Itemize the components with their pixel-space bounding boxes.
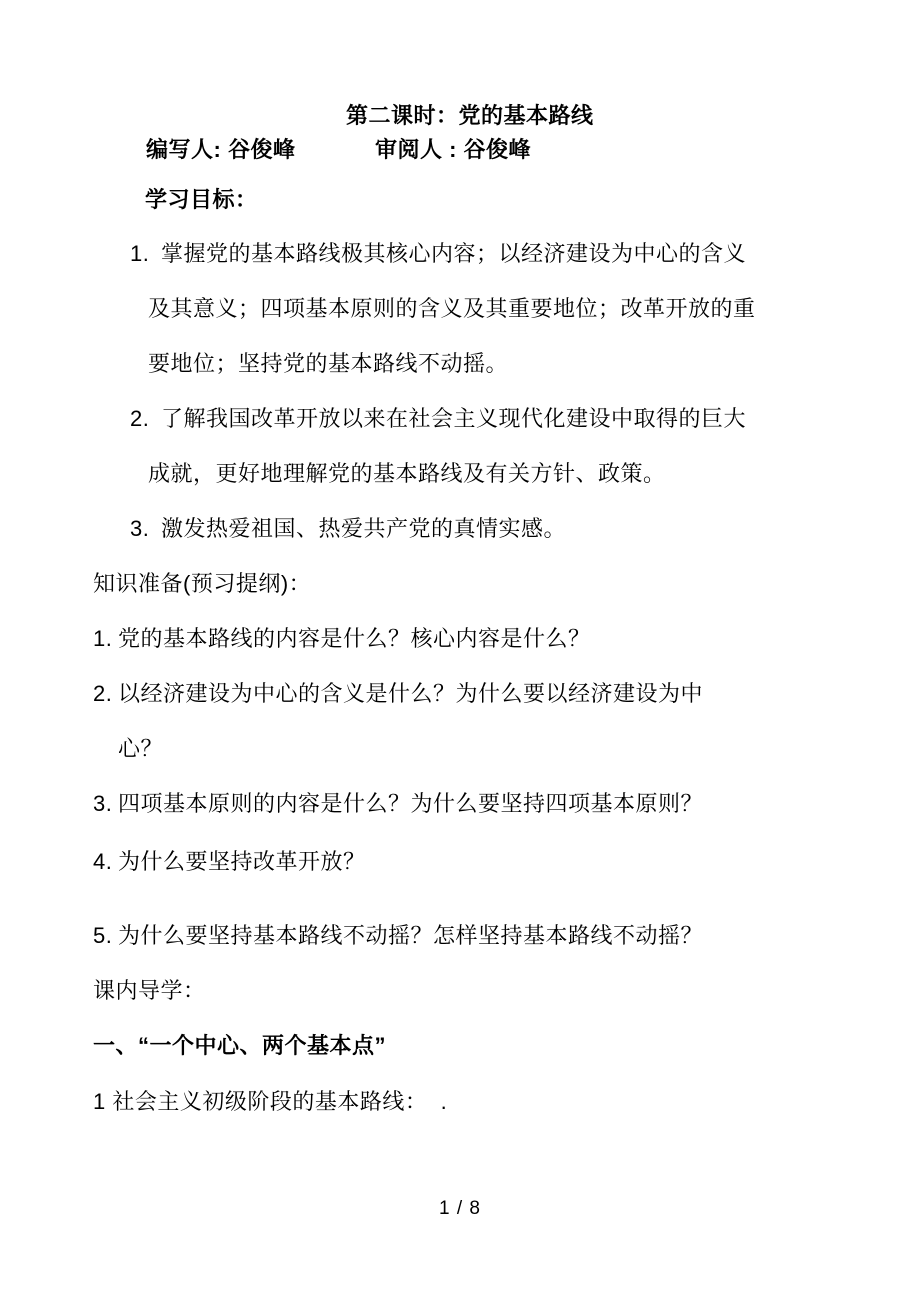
goal-item-number: 3.	[130, 516, 150, 541]
prep-item-number: 3.	[93, 791, 113, 816]
prep-item-line: 为什么要坚持基本路线不动摇？怎样坚持基本路线不动摇？	[118, 923, 704, 948]
reviewer-label: 审阅人 : 谷俊峰	[375, 137, 532, 162]
preparation-heading: 知识准备(预习提纲)：	[93, 571, 312, 596]
goal-item-line: 了解我国改革开放以来在社会主义现代化建设中取得的巨大	[161, 406, 747, 431]
prep-item-line: 党的基本路线的内容是什么？核心内容是什么？	[118, 626, 591, 651]
prep-item-number: 2.	[93, 681, 113, 706]
in-class-heading: 课内导学：	[93, 978, 206, 1003]
writer-label: 编写人: 谷俊峰	[146, 137, 296, 162]
goal-item-number: 1.	[130, 241, 150, 266]
goal-item-line: 成就，更好地理解党的基本路线及有关方针、政策。	[148, 461, 666, 486]
learning-goals-heading: 学习目标：	[145, 187, 258, 212]
prep-item-line: 四项基本原则的内容是什么？为什么要坚持四项基本原则？	[118, 791, 704, 816]
prep-item-number: 4.	[93, 849, 113, 874]
prep-item-number: 1.	[93, 626, 113, 651]
prep-item-line: 为什么要坚持改革开放？	[118, 849, 366, 874]
prep-item-line: 心？	[118, 736, 164, 761]
section-one-title: 一、“一个中心、两个基本点”	[93, 1033, 387, 1058]
goal-item-line: 掌握党的基本路线极其核心内容；以经济建设为中心的含义	[161, 241, 747, 266]
page-title: 第二课时：党的基本路线	[346, 103, 594, 128]
goal-item-line: 及其意义；四项基本原则的含义及其重要地位；改革开放的重	[148, 296, 756, 321]
goal-item-number: 2.	[130, 406, 150, 431]
prep-item-number: 5.	[93, 923, 113, 948]
goal-item-line: 激发热爱祖国、热爱共产党的真情实感。	[161, 516, 567, 541]
prep-item-line: 以经济建设为中心的含义是什么？为什么要以经济建设为中	[118, 681, 704, 706]
goal-item-line: 要地位；坚持党的基本路线不动摇。	[148, 351, 509, 376]
page-number: 1 / 8	[439, 1198, 481, 1219]
basic-line-prompt: 1 社会主义初级阶段的基本路线： .	[93, 1089, 448, 1114]
